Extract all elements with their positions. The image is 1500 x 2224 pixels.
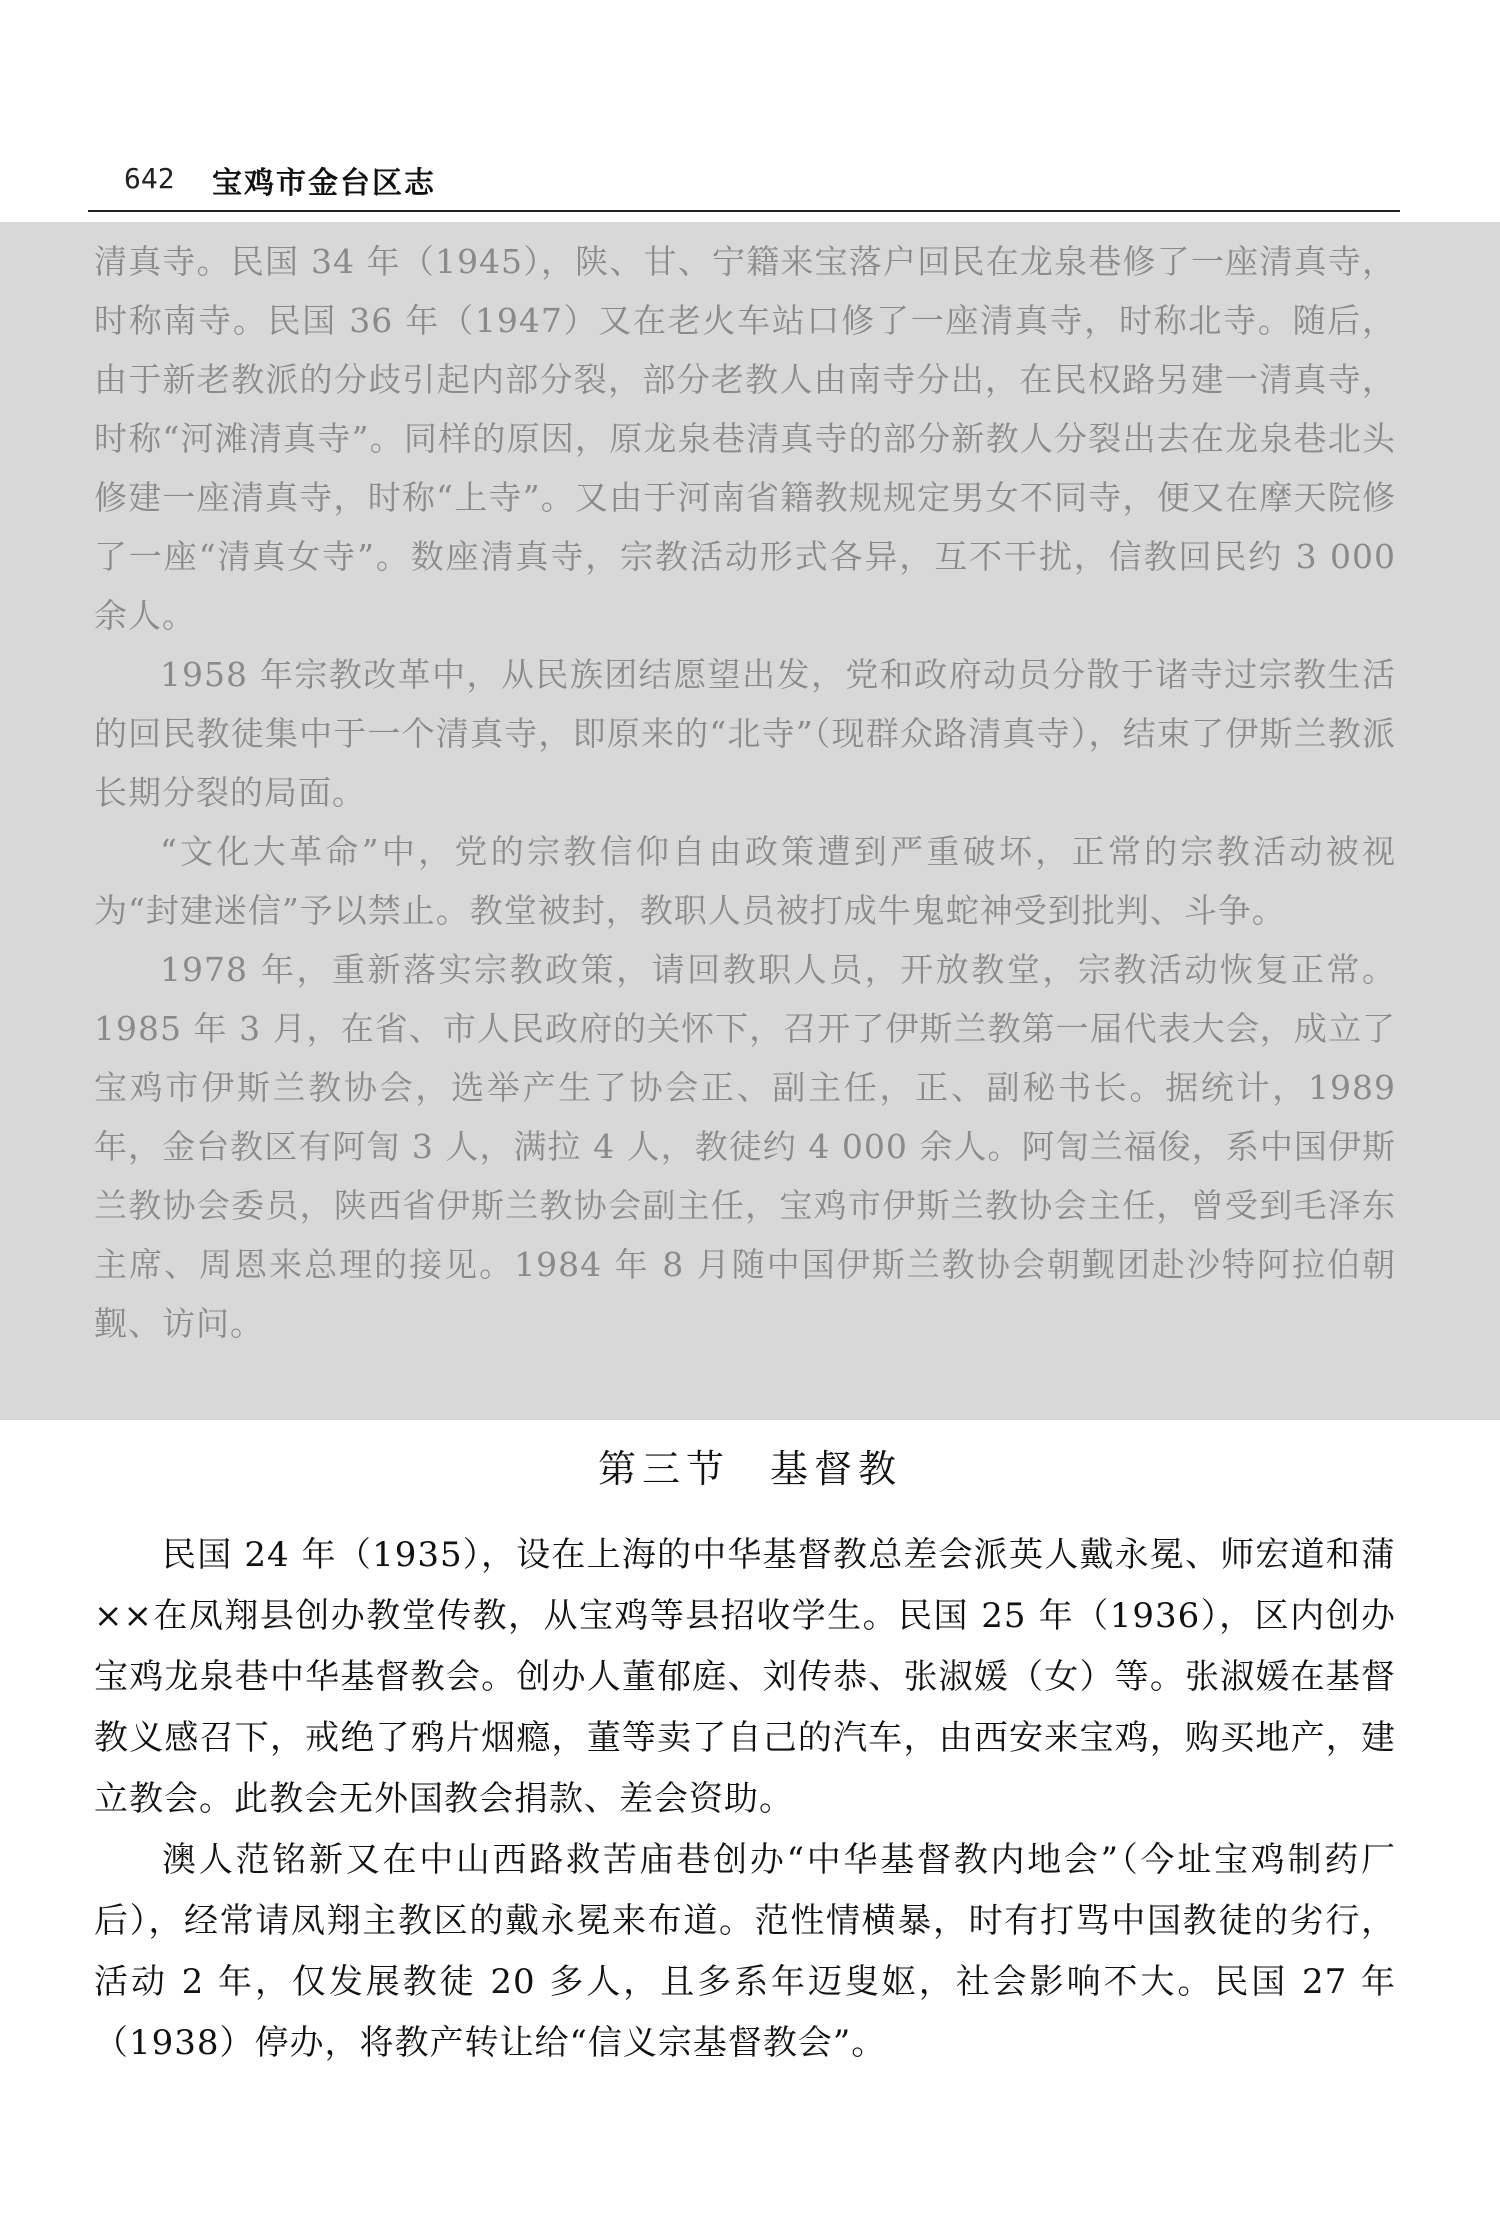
body-text-block [94, 1525, 1396, 2074]
shaded-text-block [94, 232, 1396, 1353]
page-header [88, 158, 1400, 212]
shaded-paragraph-4: 1978 年，重新落实宗教政策，请回教职人员，开放教堂，宗教活动恢复正常。1985 年 3 月，在省、市人民政府的关怀下，召开了伊斯兰教第一届代表大会，成立了宝鸡市伊斯兰教协会，选举产生了协会正、副主任，正、副秘书长。据统计，1989 年，金台教区有阿訇 3 人，满拉 4 人，教徒约 4 000 余人。阿訇兰福俊，系中国伊斯兰教协会委员，陕西省伊斯兰教协会副主任，宝鸡市伊斯兰教协会主任，曾受到毛泽东主席、周恩来总理的接见。1984 年 8 月随中国伊斯兰教协会朝觐团赴沙特阿拉伯朝觐、访问。 [94, 950, 1396, 1343]
shaded-paragraph-2: 1958 年宗教改革中，从民族团结愿望出发，党和政府动员分散于诸寺过宗教生活的回民教徒集中于一个清真寺，即原来的“北寺”（现群众路清真寺），结束了伊斯兰教派长期分裂的局面。 [94, 655, 1396, 812]
shaded-paragraph-3: “文化大革命”中，党的宗教信仰自由政策遭到严重破坏，正常的宗教活动被视为“封建迷信”予以禁止。教堂被封，教职人员被打成牛鬼蛇神受到批判、斗争。 [94, 832, 1396, 930]
page-number: 642 [124, 162, 175, 195]
section-title: 基督教 [770, 1447, 903, 1491]
section-number: 第三节 [597, 1447, 730, 1491]
body-paragraph-2: 澳人范铭新又在中山西路救苦庙巷创办“中华基督教内地会”（今址宝鸡制药厂后），经常请凤翔主教区的戴永冕来布道。范性情横暴，时有打骂中国教徒的劣行，活动 2 年，仅发展教徒 20 多人，且多系年迈叟妪，社会影响不大。民国 27 年（1938）停办，将教产转让给“信义宗基督教会”。 [94, 1840, 1396, 2063]
book-title: 宝鸡市金台区志 [212, 166, 436, 201]
body-paragraph-1: 民国 24 年（1935），设在上海的中华基督教总差会派英人戴永冕、师宏道和蒲××在凤翔县创办教堂传教，从宝鸡等县招收学生。民国 25 年（1936），区内创办宝鸡龙泉巷中华基督教会。创办人董郁庭、刘传恭、张淑媛（女）等。张淑媛在基督教义感召下，戒绝了鸦片烟瘾，董等卖了自己的汽车，由西安来宝鸡，购买地产，建立教会。此教会无外国教会捐款、差会资助。 [94, 1535, 1396, 1819]
section-heading [0, 1438, 1500, 1493]
shaded-paragraph-1: 清真寺。民国 34 年（1945），陕、甘、宁籍来宝落户回民在龙泉巷修了一座清真寺，时称南寺。民国 36 年（1947）又在老火车站口修了一座清真寺，时称北寺。随后，由于新老教派的分歧引起内部分裂，部分老教人由南寺分出，在民权路另建一清真寺，时称“河滩清真寺”。同样的原因，原龙泉巷清真寺的部分新教人分裂出去在龙泉巷北头修建一座清真寺，时称“上寺”。又由于河南省籍教规规定男女不同寺，便又在摩天院修了一座“清真女寺”。数座清真寺，宗教活动形式各异，互不干扰，信教回民约 3 000 余人。 [94, 242, 1396, 635]
